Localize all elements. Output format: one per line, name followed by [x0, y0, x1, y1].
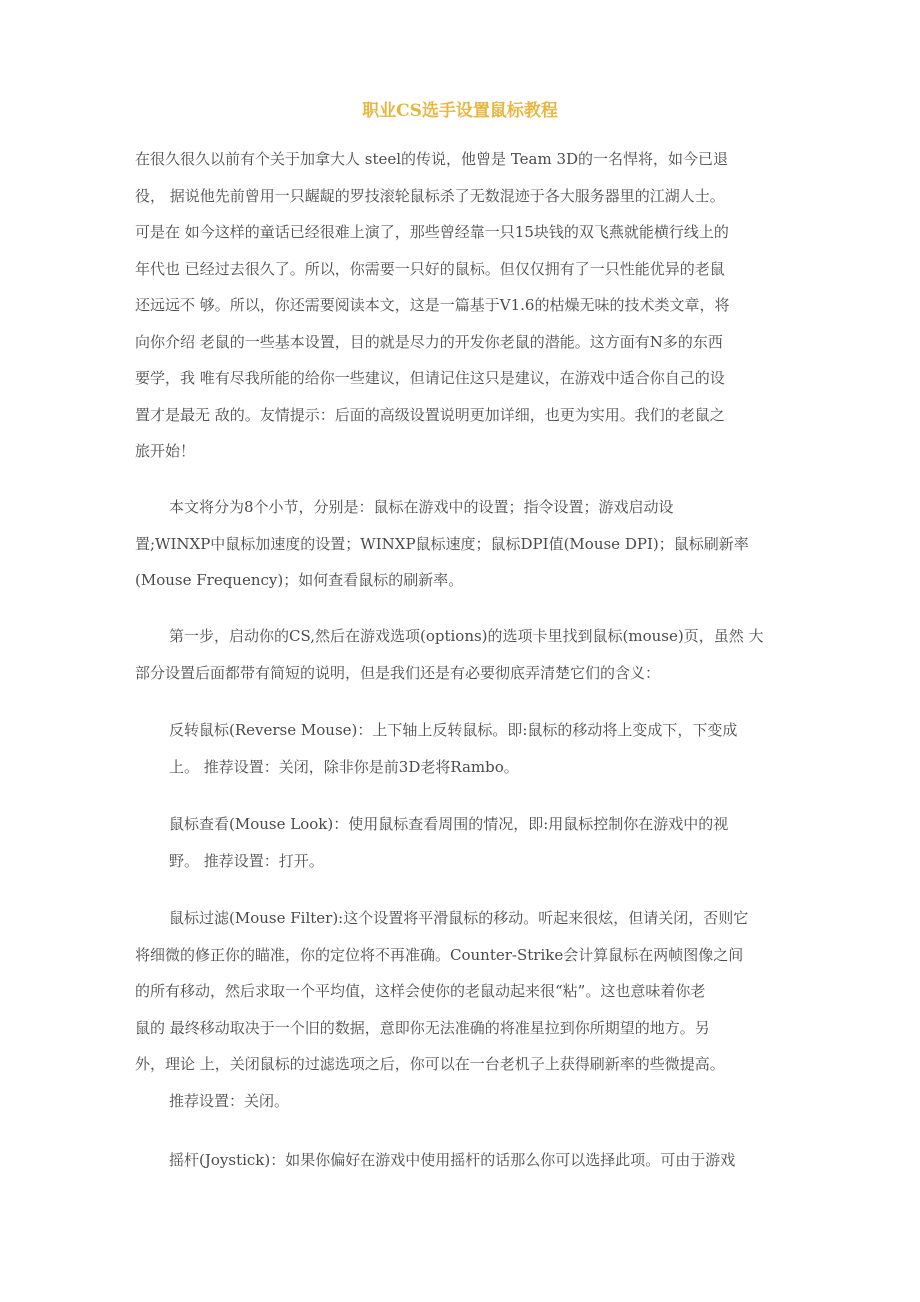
text-line: 外，理论 上，关闭鼠标的过滤选项之后，你可以在一台老机子上获得刷新率的些微提高。 — [135, 1055, 725, 1073]
paragraph-mouse-look — [135, 806, 824, 879]
document-title: 职业CS选手设置鼠标教程 — [362, 101, 558, 121]
text-line: 旅开始！ — [135, 442, 196, 460]
text-line: 推荐设置：关闭。 — [169, 1091, 290, 1110]
text-line: 将细微的修正你的瞄准，你的定位将不再准确。Counter-Strike会计算鼠标在两帧图像之间 — [135, 945, 744, 964]
text-line: 反转鼠标(Reverse Mouse)：上下轴上反转鼠标。即:鼠标的移动将上变成下，下变成 — [169, 721, 738, 739]
paragraph-reverse-mouse — [135, 712, 824, 785]
text-line: 在很久很久以前有个关于加拿大人 steel的传说，他曾是 Team 3D的一名悍将，如今已退 — [135, 150, 729, 168]
text-line: 还远远不 够。所以，你还需要阅读本文，这是一篇基于V1.6的枯燥无味的技术类文章，将 — [135, 296, 730, 314]
text-line: 可是在 如今这样的童话已经很难上演了，那些曾经靠一只15块钱的双飞燕就能横行线上的 — [135, 223, 729, 241]
paragraph-joystick — [135, 1142, 824, 1179]
paragraph-mouse-filter — [135, 900, 790, 1119]
text-line: (Mouse Frequency)；如何查看鼠标的刷新率。 — [135, 571, 464, 589]
paragraph-outline — [135, 489, 790, 599]
text-line: 要学，我 唯有尽我所能的给你一些建议，但请记住这只是建议，在游戏中适合你自己的设 — [135, 369, 725, 387]
text-line: 置才是最无 敌的。友情提示：后面的高级设置说明更加详细，也更为实用。我们的老鼠之 — [135, 405, 725, 424]
text-line: 的所有移动，然后求取一个平均值，这样会使你的老鼠动起来很“粘”。这也意味着你老 — [135, 982, 706, 1000]
paragraph-intro — [135, 141, 790, 470]
text-line: 上。 推荐设置：关闭，除非你是前3D老将Rambo。 — [169, 757, 519, 776]
text-line: 鼠的 最终移动取决于一个旧的数据，意即你无法准确的将准星拉到你所期望的地方。另 — [135, 1018, 710, 1037]
text-line: 鼠标查看(Mouse Look)：使用鼠标查看周围的情况，即:用鼠标控制你在游戏中的视 — [169, 815, 729, 833]
paragraph-step-one — [135, 618, 790, 691]
text-line: 本文将分为8个小节，分别是：鼠标在游戏中的设置；指令设置；游戏启动设 — [169, 498, 674, 516]
text-line: 向你介绍 老鼠的一些基本设置，目的就是尽力的开发你老鼠的潜能。这方面有N多的东西 — [135, 332, 723, 351]
text-line: 部分设置后面都带有简短的说明，但是我们还是有必要彻底弄清楚它们的含义： — [135, 663, 661, 682]
text-line: 役， 据说他先前曾用一只龌龊的罗技滚轮鼠标杀了无数混迹于各大服务器里的江湖人士。 — [135, 186, 725, 205]
text-line: 年代也 已经过去很久了。所以，你需要一只好的鼠标。但仅仅拥有了一只性能优异的老鼠 — [135, 259, 725, 278]
text-line: 野。 推荐设置：打开。 — [169, 851, 324, 870]
text-line: 置;WINXP中鼠标加速度的设置；WINXP鼠标速度；鼠标DPI值(Mouse DPI)；鼠标刷新率 — [135, 534, 749, 553]
text-line: 鼠标过滤(Mouse Filter):这个设置将平滑鼠标的移动。听起来很炫，但请关闭，否则它 — [169, 909, 749, 927]
text-line: 摇杆(Joystick)：如果你偏好在游戏中使用摇杆的话那么你可以选择此项。可由于游戏 — [169, 1151, 736, 1169]
text-line: 第一步，启动你的CS,然后在游戏选项(options)的选项卡里找到鼠标(mouse)页，虽然 大 — [169, 627, 764, 645]
